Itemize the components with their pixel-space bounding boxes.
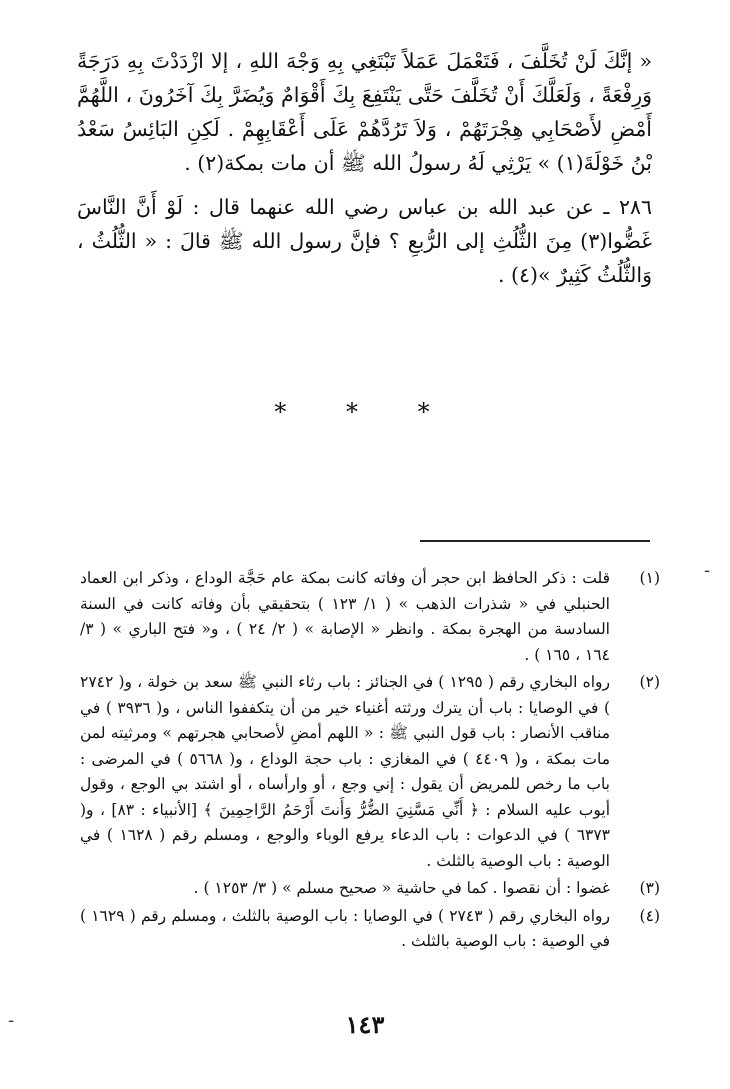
footnote-number: (٤): [639, 906, 660, 925]
footnote-4: [80, 904, 660, 955]
footnote-number: (١): [639, 569, 660, 587]
footnote-text: رواه البخاري رقم ( ١٢٩٥ ) في الجنائز : باب رثاء النبي ﷺ سعد بن خولة ، و( ٢٧٤٢ ) في الوصايا : باب أن يترك ورثته أغنياء خير من أن يتكففوا الناس ، و( ٣٩٣٦ ) في مناقب الأنصار : باب قول النبي ﷺ : « اللهم أمضِ لأصحابي هجرتهم » ومرثيته لمن مات بمكة ، و( ٤٤٠٩ ) في المغازي : باب حجة الوداع ، و( ٥٦٦٨ ) في المرضى : باب ما رخص للمريض أن يقول : إني وجع ، أو وارأساه ، أو اشتد بي الوجع ، وقول أيوب عليه السلام : ﴿ أَنِّي مَسَّنِيَ الضُّرُّ وَأَنتَ أَرْحَمُ الرَّاحِمِينَ ﴾ [الأنبياء : ٨٣] ، و( ٦٣٧٣ ) في الدعوات : باب الدعاء يرفع الوباء والوجع ، ومسلم رقم ( ١٦٢٨ ) في الوصية : باب الوصية بالثلث .: [80, 673, 611, 870]
scan-edge-mark: -: [704, 560, 711, 581]
footnote-number: (٣): [639, 879, 660, 897]
footnote-text: رواه البخاري رقم ( ٢٧٤٣ ) في الوصايا : باب الوصية بالثلث ، ومسلم رقم ( ١٦٢٩ ) في الوصية : باب الوصية بالثلث .: [80, 906, 610, 950]
footnote-number: (٢): [639, 673, 660, 691]
footnote-2: [80, 670, 660, 874]
footnote-3: [80, 876, 660, 902]
scan-edge-mark: -: [8, 1010, 15, 1031]
hadith-286-paragraph: ٢٨٦ ـ عن عبد الله بن عباس رضي الله عنهما قال : لَوْ أَنَّ النَّاسَ غَضُّوا(٣) مِنَ الثُّلُثِ إلى الرُّبعِ ؟ فإنَّ رسول الله ﷺ قالَ : « الثُّلُثُ ، وَالثُّلُثُ كَثِيرٌ »(٤) .: [77, 195, 652, 287]
page-number: ١٤٣: [345, 1010, 385, 1039]
main-text: [77, 44, 652, 292]
footnote-text: غضوا : أن نقصوا . كما في حاشية « صحيح مسلم » ( ٣/ ١٢٥٣ ) .: [193, 879, 610, 897]
footnote-text: قلت : ذكر الحافظ ابن حجر أن وفاته كانت بمكة عام حَجَّة الوداع ، وذكر ابن العماد الحنبلي في « شذرات الذهب » ( ١/ ١٢٣ ) بتحقيقي بأن وفاته كانت في السنة السادسة من الهجرة بمكة . وانظر « الإصابة » ( ٢/ ٢٤ ) ، و« فتح الباري » ( ٣/ ١٦٤ ، ١٦٥ ) .: [80, 569, 610, 664]
hadith-continuation-paragraph: « إنَّكَ لَنْ تُخَلَّفَ ، فَتَعْمَلَ عَمَلاً تَبْتَغِي بِهِ وَجْهَ اللهِ ، إلا ازْدَدْتَ بِهِ دَرَجَةً وَرِفْعَةً ، وَلَعَلَّكَ أَنْ تُخَلَّفَ حَتَّى يَنْتَفِعَ بِكَ أَقْوَامٌ وَيُضَرَّ بِكَ آخَرُونَ ، اللَّهُمَّ أَمْضِ لأَصْحَابِي هِجْرَتَهُمْ ، وَلاَ تَرُدَّهُمْ عَلَى أَعْقَابِهِمْ . لَكِنِ البَائِسُ سَعْدُ بْنُ خَوْلَةَ(١) » يَرْثِي لَهُ رسولُ الله ﷺ أن مات بمكة(٢) .: [77, 49, 652, 175]
footnotes: [80, 566, 660, 957]
footnote-1: [80, 566, 660, 668]
section-separator: * * *: [274, 398, 456, 426]
footnote-divider: [420, 540, 650, 542]
